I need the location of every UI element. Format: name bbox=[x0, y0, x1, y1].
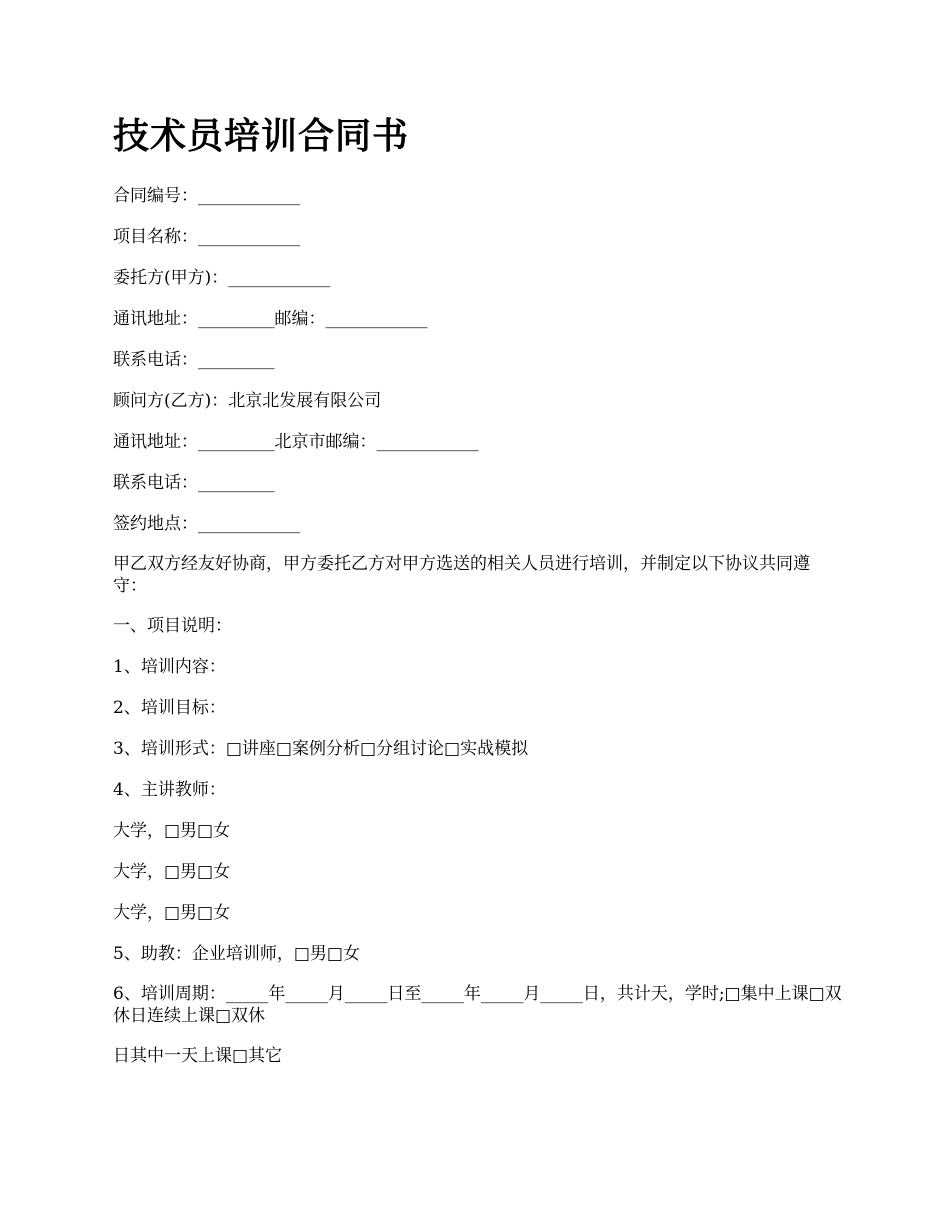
party-a-line: 委托方(甲方)：____________ bbox=[113, 268, 331, 288]
document-title: 技术员培训合同书 bbox=[113, 115, 410, 157]
party-b-line: 顾问方(乙方)：北京北发展有限公司 bbox=[113, 391, 382, 411]
party-a-address-line: 通讯地址：_________邮编：____________ bbox=[113, 309, 428, 329]
project-name-line: 项目名称：____________ bbox=[113, 227, 300, 247]
contract-number-line: 合同编号：____________ bbox=[113, 186, 300, 206]
training-goal-line: 2、培训目标： bbox=[113, 698, 226, 718]
party-b-address-line: 通讯地址：_________北京市邮编：____________ bbox=[113, 432, 479, 452]
party-b-phone-line: 联系电话：_________ bbox=[113, 473, 275, 493]
document-page bbox=[113, 110, 843, 1085]
assistant-line: 5、助教：企业培训师，□男□女 bbox=[113, 944, 360, 964]
training-period-paragraph: 6、培训周期：_____年_____月_____日至_____年_____月_____日，共计天，学时;□集中上课□双休日连续上课□双休 bbox=[113, 984, 842, 1026]
preamble-paragraph: 甲乙双方经友好协商，甲方委托乙方对甲方选送的相关人员进行培训，并制定以下协议共同遵守： bbox=[113, 554, 810, 596]
training-period-continued: 日其中一天上课□其它 bbox=[113, 1046, 283, 1066]
lead-teacher-line: 4、主讲教师： bbox=[113, 780, 226, 800]
signing-place-line: 签约地点：____________ bbox=[113, 514, 300, 534]
teacher-entry-1: 大学，□男□女 bbox=[113, 821, 231, 841]
training-format-line: 3、培训形式：□讲座□案例分析□分组讨论□实战模拟 bbox=[113, 739, 529, 759]
teacher-entry-2: 大学，□男□女 bbox=[113, 862, 231, 882]
party-a-phone-line: 联系电话：_________ bbox=[113, 350, 275, 370]
training-content-line: 1、培训内容： bbox=[113, 657, 226, 677]
teacher-entry-3: 大学，□男□女 bbox=[113, 903, 231, 923]
section-heading: 一、项目说明： bbox=[113, 616, 232, 636]
